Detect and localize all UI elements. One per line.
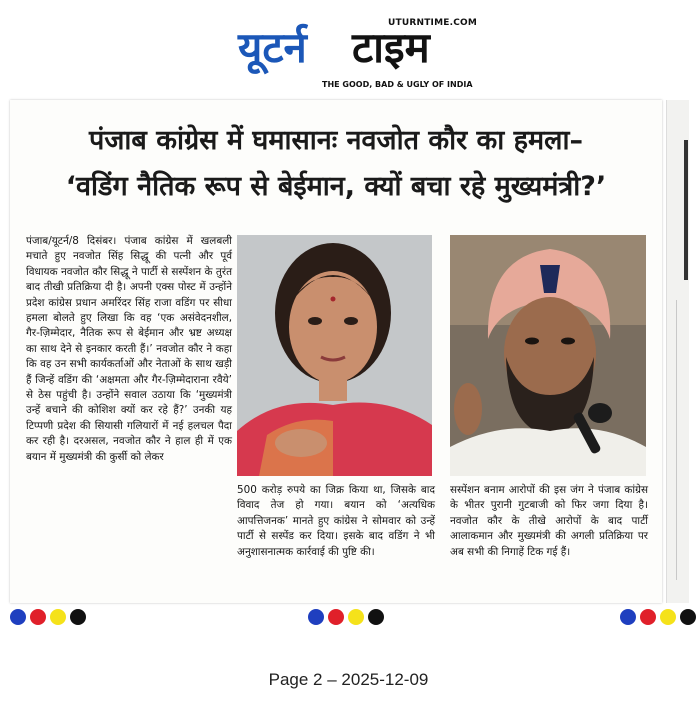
- photo-raja-warring: [450, 235, 646, 476]
- color-registration-dots: [10, 609, 86, 625]
- page-date-label: Page 2 – 2025-12-09: [268, 670, 429, 689]
- masthead-tagline: THE GOOD, BAD & UGLY OF INDIA: [322, 80, 473, 89]
- color-dot-black: [368, 609, 384, 625]
- adjacent-page-mark: [684, 140, 688, 280]
- color-dot-red: [328, 609, 344, 625]
- color-dot-red: [30, 609, 46, 625]
- turbaned-man-portrait-illustration: [450, 235, 646, 476]
- photo-navjot-kaur: [237, 235, 432, 476]
- article-column-2: 500 करोड़ रुपये का जिक्र किया था, जिसके बाद विवाद तेज हो गया। बयान को ‘अत्यधिक आपत्तिजनक’ मानते हुए कांग्रेस ने सोमवार को उन्हें पार्टी से सस्पेंड कर दिया। इसके बाद वडिंग ने भी अनुशासनात्मक कार्रवाई की पुष्टि की।: [237, 484, 435, 558]
- color-dot-blue: [308, 609, 324, 625]
- headline-line-2: ‘वडिंग नैतिक रूप से बेईमान, क्यों बचा रहे मुख्यमंत्री?’: [65, 171, 607, 202]
- article-column-3: सस्पेंशन बनाम आरोपों की इस जंग ने पंजाब कांग्रेस के भीतर पुरानी गुटबाजी को फिर जगा दिया है। नवजोत कौर के तीखे आरोपों के बाद पार्टी आलाकमान और मुख्यमंत्री की अगली प्रतिक्रिया पर अब सभी की निगाहें टिक गई हैं।: [450, 484, 648, 558]
- color-registration-dots: [620, 609, 696, 625]
- headline-line-1: पंजाब कांग्रेस में घमासानः नवजोत कौर का हमला–: [89, 125, 583, 156]
- color-dot-yellow: [660, 609, 676, 625]
- masthead: [0, 0, 697, 100]
- color-dot-blue: [10, 609, 26, 625]
- color-dot-blue: [620, 609, 636, 625]
- color-dot-black: [70, 609, 86, 625]
- masthead-url: UTURNTIME.COM: [388, 18, 478, 28]
- masthead-title-uturn: यूटर्न: [238, 23, 307, 72]
- color-dot-yellow: [348, 609, 364, 625]
- woman-portrait-illustration: [237, 235, 432, 476]
- color-dot-black: [680, 609, 696, 625]
- color-dot-red: [640, 609, 656, 625]
- adjacent-page-rule: [676, 300, 677, 580]
- color-registration-dots: [308, 609, 384, 625]
- article-column-1: पंजाब/यूटर्न/8 दिसंबर। पंजाब कांग्रेस में खलबली मचाते हुए नवजोत सिंह सिद्धू की पत्नी और पूर्व विधायक नवजोत कौर सिद्धू ने पार्टी से सस्पेंशन के तुरंत बाद तीखी प्रतिक्रिया दी है। अपनी एक्स पोस्ट में उन्होंने प्रदेश कांग्रेस प्रधान अमरिंदर सिंह राजा वडिंग पर सीधा हमला बोलते हुए लिखा कि वह ‘एक असंवेदनशील, गैर-ज़िम्मेदार, नैतिक रूप से बेईमान और भ्रष्ट अध्यक्ष का साथ देने से इनकार करती हैं।’ नवजोत कौर ने कहा कि वह उन सभी कार्यकर्ताओं और नेताओं के साथ खड़ी हैं जिन्हें वडिंग की ‘अक्षमता और गैर-ज़िम्मेदाराना रवैये’ से ठेस पहुंची है। उन्होंने सवाल उठाया कि ‘मुख्यमंत्री उन्हें बचाने की कोशिश क्यों कर रहे हैं?’ उनकी यह टिप्पणी प्रदेश की सियासी गलियारों में नई हलचल पैदा कर रही है। दरअसल, नवजोत कौर ने हाल ही में एक बयान में मुख्यमंत्री की कुर्सी को लेकर: [26, 235, 232, 463]
- masthead-title-time: टाइम: [352, 23, 430, 72]
- color-dot-yellow: [50, 609, 66, 625]
